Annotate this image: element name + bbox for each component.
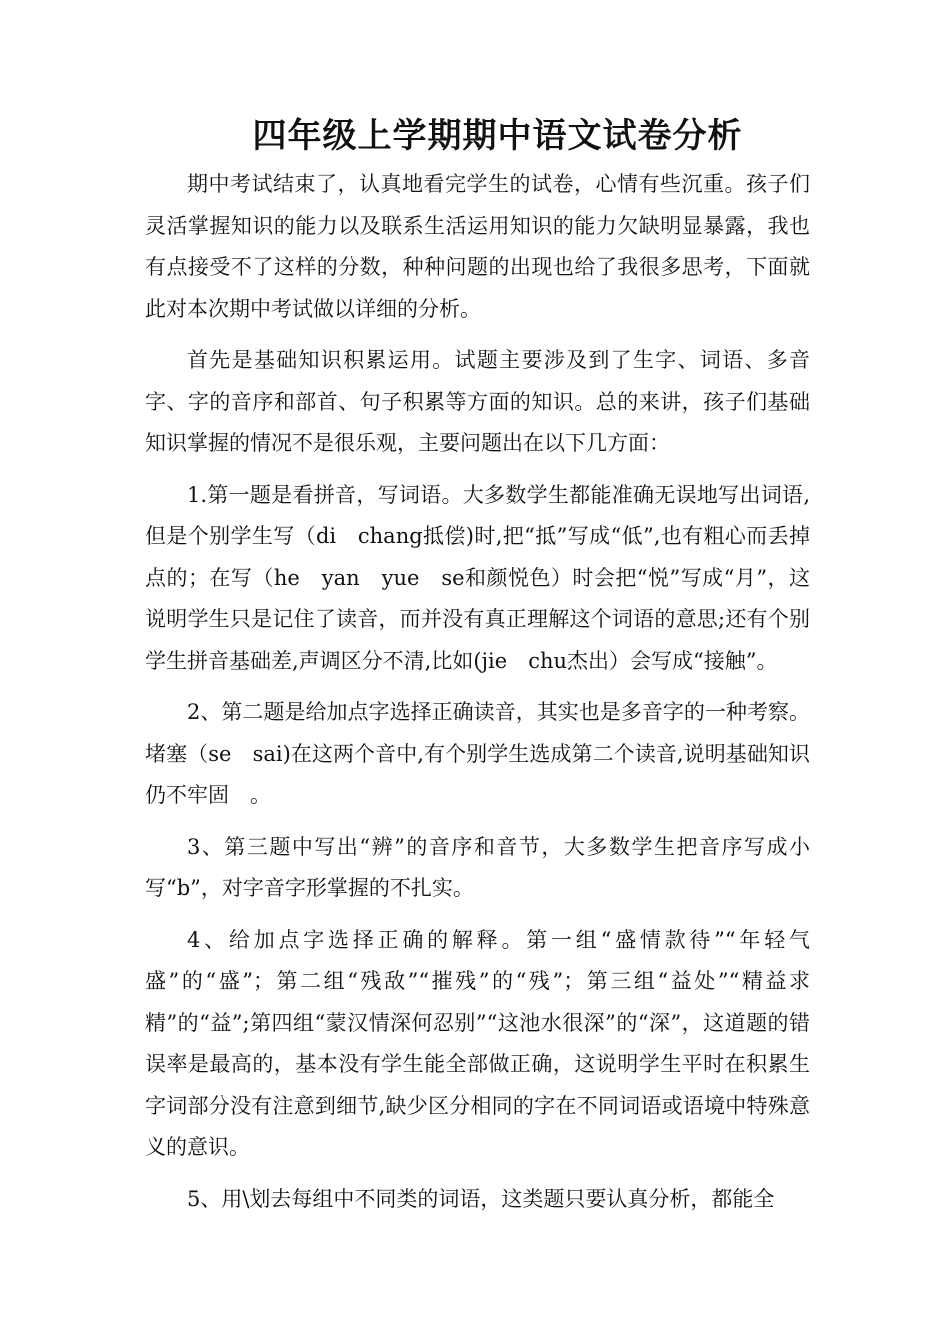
document-page: [145, 108, 810, 1230]
paragraph-item-2: 2、第二题是给加点字选择正确读音，其实也是多音字的一种考察。堵塞（se sai)在这两个音中,有个别学生选成第二个读音,说明基础知识仍不牢固 。: [145, 700, 810, 807]
paragraph-item-4: 4、给加点字选择正确的解释。第一组“盛情款待”“年轻气盛”的“盛”；第二组“残敌”“摧残”的“残”；第三组“益处”“精益求精”的“益”;第四组“蒙汉情深何忍别”“这池水很深”的“深”，这道题的错误率是最高的，基本没有学生能全部做正确，这说明学生平时在积累生字词部分没有注意到细节,缺少区分相同的字在不同词语或语境中特殊意义的意识。: [145, 927, 810, 1159]
paragraph-item-1: 1.第一题是看拼音，写词语。大多数学生都能准确无误地写出词语,但是个别学生写（di chang抵偿)时,把“抵”写成“低”,也有粗心而丢掉点的；在写（he yan yue se和颜悦色）时会把“悦”写成“月”，这说明学生只是记住了读音，而并没有真正理解这个词语的意思;还有个别学生拼音基础差,声调区分不清,比如(jie chu杰出）会写成“接触”。: [145, 482, 810, 673]
document-title: 四年级上学期期中语文试卷分析: [252, 116, 743, 156]
paragraph-item-3: 3、第三题中写出“辨”的音序和音节，大多数学生把音序写成小写“b”，对字音字形掌握的不扎实。: [145, 834, 810, 900]
paragraph-intro: 期中考试结束了，认真地看完学生的试卷，心情有些沉重。孩子们灵活掌握知识的能力以及联系生活运用知识的能力欠缺明显暴露，我也有点接受不了这样的分数，种种问题的出现也给了我很多思考，下面就此对本次期中考试做以详细的分析。: [145, 172, 810, 321]
paragraph-basics: 首先是基础知识积累运用。试题主要涉及到了生字、词语、多音字、字的音序和部首、句子积累等方面的知识。总的来讲，孩子们基础知识掌握的情况不是很乐观，主要问题出在以下几方面：: [145, 348, 810, 455]
paragraph-item-5: 5、用\划去每组中不同类的词语，这类题只要认真分析，都能全: [187, 1186, 775, 1211]
